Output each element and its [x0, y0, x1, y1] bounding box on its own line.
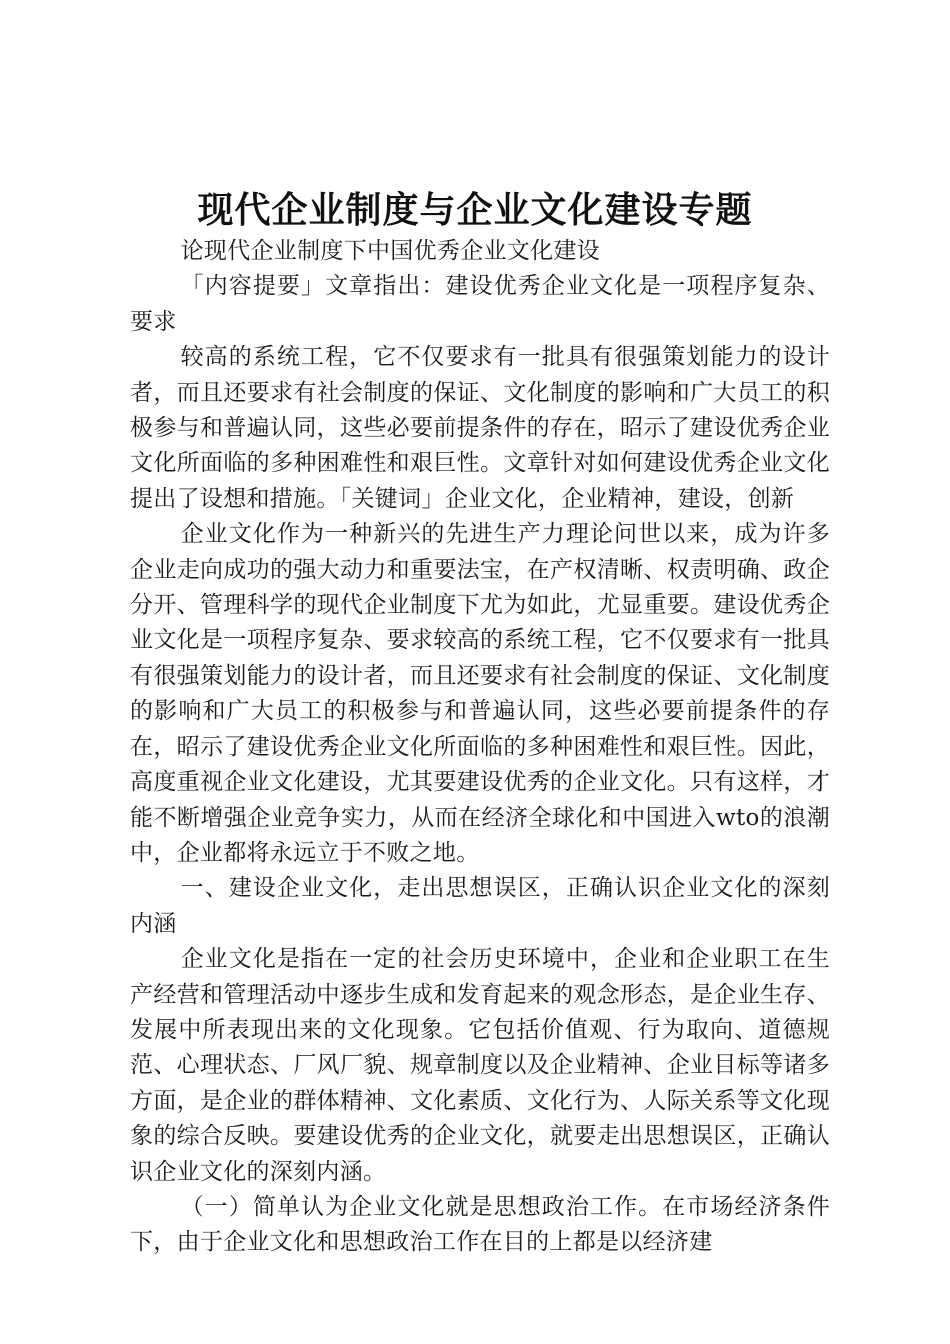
- paragraph-abstract-heading: 「内容提要」文章指出：建设优秀企业文化是一项程序复杂、要求: [130, 273, 830, 335]
- section-heading-1: 一、建设企业文化，走出思想误区，正确认识企业文化的深刻内涵: [130, 875, 830, 937]
- paragraph-definition: 企业文化是指在一定的社会历史环境中，企业和企业职工在生产经营和管理活动中逐步生成和发育起来的观念形态，是企业生存、发展中所表现出来的文化现象。它包括价值观、行为取向、道德规范、心理状态、厂风厂貌、规章制度以及企业精神、企业目标等诸多方面，是企业的群体精神、文化素质、文化行为、人际关系等文化现象的综合反映。要建设优秀的企业文化，就要走出思想误区，正确认识企业文化的深刻内涵。: [130, 946, 830, 1185]
- paragraph-subsection-1: （一）简单认为企业文化就是思想政治工作。在市场经济条件下，由于企业文化和思想政治工作在目的上都是以经济建: [130, 1193, 830, 1256]
- paragraph-abstract-body: 较高的系统工程，它不仅要求有一批具有很强策划能力的设计者，而且还要求有社会制度的保证、文化制度的影响和广大员工的积极参与和普遍认同，这些必要前提条件的存在，昭示了建设优秀企业文化所面临的多种困难性和艰巨性。文章针对如何建设优秀企业文化提出了设想和措施。「关键词」企业文化，企业精神，建设，创新: [130, 344, 830, 512]
- paragraph-introduction: 企业文化作为一种新兴的先进生产力理论问世以来，成为许多企业走向成功的强大动力和重要法宝，在产权清晰、权责明确、政企分开、管理科学的现代企业制度下尤为如此，尤显重要。建设优秀企业文化是一项程序复杂、要求较高的系统工程，它不仅要求有一批具有很强策划能力的设计者，而且还要求有社会制度的保证、文化制度的影响和广大员工的积极参与和普遍认同，这些必要前提条件的存在，昭示了建设优秀企业文化所面临的多种困难性和艰巨性。因此，高度重视企业文化建设，尤其要建设优秀的企业文化。只有这样，才能不断增强企业竞争实力，从而在经济全球化和中国进入wto的浪潮中，企业都将永远立于不败之地。: [130, 521, 830, 866]
- document-body: [130, 234, 830, 1261]
- document-title: 现代企业制度与企业文化建设专题: [197, 189, 753, 231]
- paragraph-subtitle: 论现代企业制度下中国优秀企业文化建设: [180, 238, 600, 264]
